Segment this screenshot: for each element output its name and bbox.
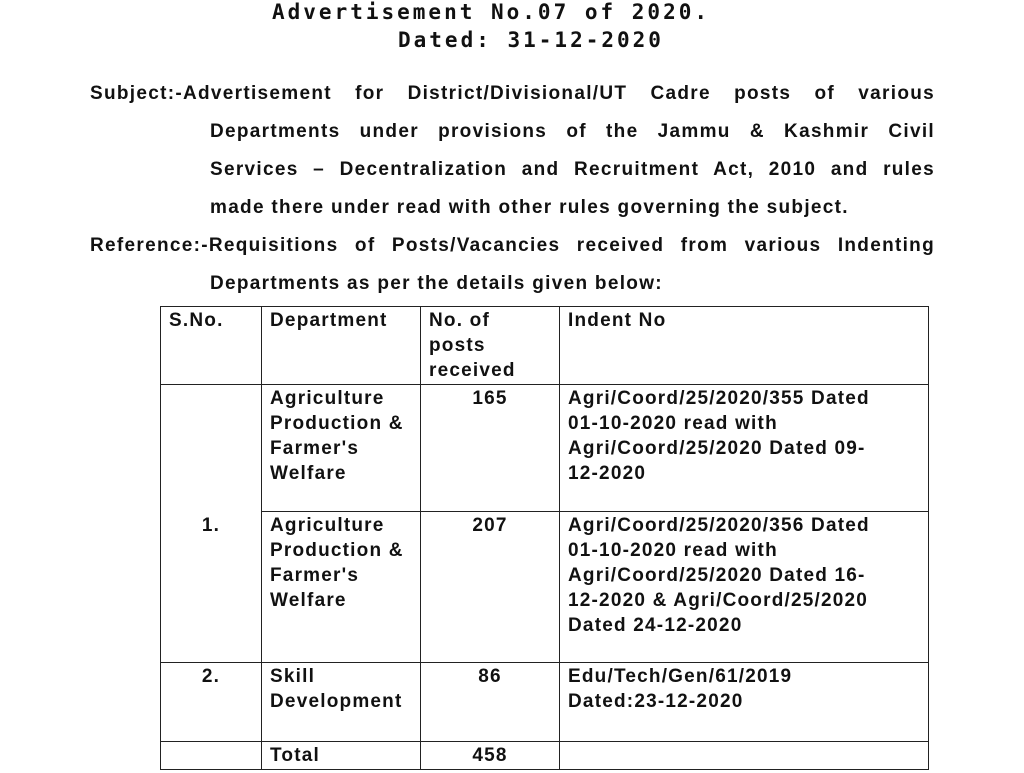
department-line: Farmer's (270, 438, 360, 459)
department-line: Farmer's (270, 565, 360, 586)
total-value-cell: 458 (421, 742, 560, 770)
indent-line: Dated 24-12-2020 (568, 615, 743, 636)
indent-line: Agri/Coord/25/2020 Dated 09- (568, 438, 866, 459)
indent-line: Edu/Tech/Gen/61/2019 (568, 666, 793, 687)
total-row (161, 742, 929, 770)
department-line: Skill (270, 666, 316, 687)
department-line: Welfare (270, 590, 347, 611)
department-cell (262, 512, 421, 663)
header-posts-line: posts (429, 335, 486, 356)
indent-line: 12-2020 (568, 463, 647, 484)
subject-paragraph (90, 75, 935, 227)
subject-line: made there under read with other rules governing the subject. (210, 197, 849, 218)
header-posts-line: received (429, 360, 516, 381)
sno-cell: 2. (161, 663, 262, 742)
department-line: Development (270, 691, 403, 712)
posts-cell: 86 (421, 663, 560, 742)
header-department: Department (262, 307, 421, 385)
indent-line: 12-2020 & Agri/Coord/25/2020 (568, 590, 869, 611)
indent-cell (560, 663, 929, 742)
indent-line: Agri/Coord/25/2020/355 Dated (568, 388, 870, 409)
department-cell (262, 385, 421, 512)
indent-cell (560, 385, 929, 512)
department-line: Agriculture (270, 515, 385, 536)
department-cell (262, 663, 421, 742)
reference-line: Departments as per the details given below: (210, 273, 663, 294)
subject-line: Departments under provisions of the Jammu & Kashmir Civil (210, 121, 935, 142)
table-row (161, 385, 929, 512)
department-line: Production & (270, 540, 404, 561)
department-line: Production & (270, 413, 404, 434)
subject-line: Services – Decentralization and Recruitment Act, 2010 and rules (210, 159, 935, 180)
header-posts-line: No. of (429, 310, 491, 331)
header-sno: S.No. (161, 307, 262, 385)
header-indent: Indent No (560, 307, 929, 385)
total-label-cell: Total (262, 742, 421, 770)
indent-line: Agri/Coord/25/2020 Dated 16- (568, 565, 866, 586)
table-header-row (161, 307, 929, 385)
subject-line: Subject:-Advertisement for District/Divisional/UT Cadre posts of various (90, 83, 935, 104)
posts-cell: 165 (421, 385, 560, 512)
sno-cell: 1. (161, 385, 262, 663)
indent-line: 01-10-2020 read with (568, 540, 778, 561)
total-sno-cell (161, 742, 262, 770)
indent-line: 01-10-2020 read with (568, 413, 778, 434)
reference-paragraph (90, 227, 935, 303)
department-line: Agriculture (270, 388, 385, 409)
department-line: Welfare (270, 463, 347, 484)
reference-line: Reference:-Requisitions of Posts/Vacancies received from various Indenting (90, 235, 935, 256)
total-indent-cell (560, 742, 929, 770)
posts-table (160, 306, 929, 770)
indent-line: Dated:23-12-2020 (568, 691, 744, 712)
table-row (161, 512, 929, 663)
posts-cell: 207 (421, 512, 560, 663)
advertisement-date: Dated: 31-12-2020 (398, 28, 664, 52)
advertisement-title: Advertisement No.07 of 2020. (272, 0, 711, 24)
indent-cell (560, 512, 929, 663)
header-posts (421, 307, 560, 385)
table-row (161, 663, 929, 742)
indent-line: Agri/Coord/25/2020/356 Dated (568, 515, 870, 536)
